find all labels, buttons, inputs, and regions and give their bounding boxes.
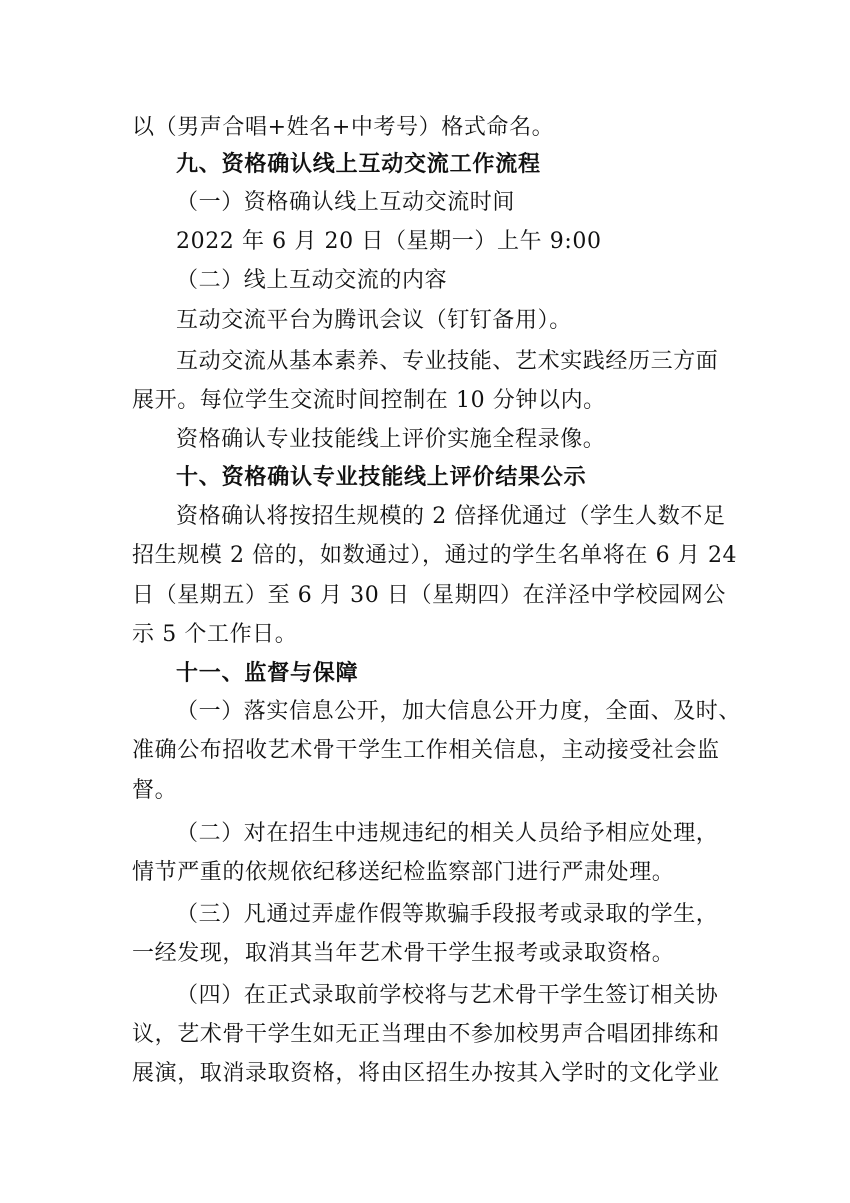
section-heading-9: 九、资格确认线上互动交流工作流程	[176, 152, 541, 177]
paragraph-line: 展开。每位学生交流时间控制在 10 分钟以内。	[132, 388, 606, 413]
paragraph-line: 督。	[132, 778, 178, 803]
paragraph-line: 资格确认将按招生规模的 2 倍择优通过（学生人数不足	[176, 504, 726, 529]
section-heading-10: 十、资格确认专业技能线上评价结果公示	[176, 465, 587, 490]
paragraph-line: 资格确认专业技能线上评价实施全程录像。	[176, 427, 606, 452]
subheading-line: （二）线上互动交流的内容	[176, 268, 448, 293]
paragraph-line: 互动交流平台为腾讯会议（钉钉备用）。	[176, 308, 572, 333]
paragraph-line: 日（星期五）至 6 月 30 日（星期四）在洋泾中学校园网公	[132, 583, 726, 608]
paragraph-line: 互动交流从基本素养、专业技能、艺术实践经历三方面	[176, 349, 719, 374]
paragraph-line: 以（男声合唱+姓名+中考号）格式命名。	[132, 115, 555, 140]
paragraph-line: （二）对在招生中违规违纪的相关人员给予相应处理，	[176, 821, 719, 846]
paragraph-line: 2022 年 6 月 20 日（星期一）上午 9:00	[176, 229, 602, 254]
paragraph-line: （三）凡通过弄虚作假等欺骗手段报考或录取的学生，	[176, 902, 719, 927]
paragraph-line: 准确公布招收艺术骨干学生工作相关信息，主动接受社会监	[132, 738, 720, 763]
paragraph-line: （四）在正式录取前学校将与艺术骨干学生签订相关协	[176, 983, 719, 1008]
paragraph-line: 示 5 个工作日。	[132, 622, 298, 647]
paragraph-line: 招生规模 2 倍的，如数通过），通过的学生名单将在 6 月 24	[132, 543, 738, 568]
subheading-line: （一）资格确认线上互动交流时间	[176, 190, 516, 215]
section-heading-11: 十一、监督与保障	[176, 661, 359, 686]
paragraph-line: 一经发现，取消其当年艺术骨干学生报考或录取资格。	[132, 941, 675, 966]
paragraph-line: 展演，取消录取资格，将由区招生办按其入学时的文化学业	[132, 1061, 720, 1086]
paragraph-line: 议，艺术骨干学生如无正当理由不参加校男声合唱团排练和	[132, 1022, 720, 1047]
paragraph-line: 情节严重的依规依纪移送纪检监察部门进行严肃处理。	[132, 860, 675, 885]
paragraph-line: （一）落实信息公开，加大信息公开力度，全面、及时、	[176, 699, 742, 724]
